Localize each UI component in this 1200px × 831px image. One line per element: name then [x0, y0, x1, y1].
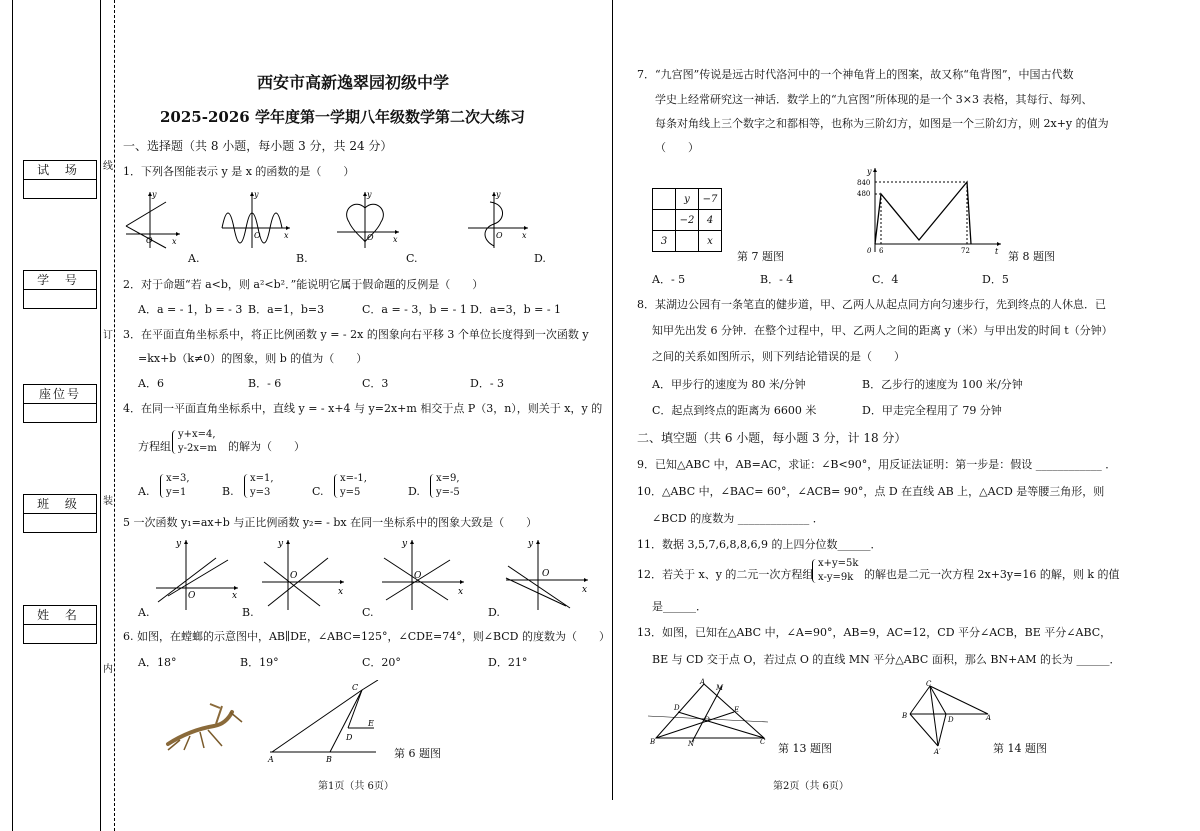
question-stem: 11．数据 3,5,7,6,8,8,6,9 的上四分位数______．	[637, 538, 882, 551]
equation-line: y=5	[340, 487, 361, 498]
q1-graph-c	[335, 188, 403, 250]
option-b[interactable]: B．a=1，b=3	[248, 303, 325, 316]
question-stem: 5 一次函数 y₁=ax+b 与正比例函数 y₂= - bx 在同一坐标系中的图象大致是（ ）	[123, 516, 538, 529]
option-label[interactable]: B.	[296, 252, 308, 265]
point-label: D	[346, 733, 353, 742]
svg-text:x: x	[172, 237, 177, 246]
option-label[interactable]: B.	[242, 606, 254, 619]
margin-mark: 线	[103, 161, 113, 172]
option-b[interactable]: B．乙步行的速度为 100 米/分钟	[862, 378, 1023, 391]
axis-origin-label: 0	[867, 247, 872, 255]
figure-caption: 第 14 题图	[993, 742, 1047, 755]
svg-text:M: M	[716, 684, 724, 692]
equation-line: x=3,	[166, 473, 190, 484]
info-field-exam-room[interactable]	[23, 160, 97, 199]
page-number: 第1页（共 6页）	[318, 781, 394, 792]
option-label[interactable]: D.	[408, 485, 420, 498]
grid-cell: 3	[653, 231, 676, 252]
option-label[interactable]: C.	[362, 606, 374, 619]
option-c[interactable]: C．4	[872, 273, 899, 286]
question-stem-cont: ∠BCD 的度数为 _____________ ．	[652, 512, 824, 525]
question-stem-cont: BE 与 CD 交于点 O，若过点 O 的直线 MN 平分△ABC 面积，那么 BN+AM 的长为 ______．	[652, 653, 1121, 666]
q1-graph-a	[122, 188, 184, 250]
option-b[interactable]: B．19°	[240, 656, 279, 669]
system-suffix: 的解为（ ）	[228, 440, 305, 453]
svg-text:y: y	[528, 539, 534, 549]
grid-cell	[653, 189, 676, 210]
point-label: E	[368, 719, 374, 728]
svg-text:O: O	[188, 591, 196, 601]
svg-text:y: y	[402, 539, 408, 549]
point-label: B	[326, 755, 332, 762]
page-number: 第2页（共 6页）	[773, 781, 849, 792]
equation-line: x=-1,	[340, 473, 367, 484]
option-label[interactable]: A.	[138, 606, 150, 619]
svg-text:A′: A′	[934, 748, 941, 756]
info-field-label: 姓 名	[24, 606, 96, 625]
svg-text:C: C	[760, 738, 766, 746]
grid-cell: x	[699, 231, 722, 252]
svg-text:D: D	[674, 704, 680, 712]
question-stem-cont: =kx+b（k≠0）的图象，则 b 的值为（ ）	[138, 352, 368, 365]
question-stem-cont: 知甲先出发 6 分钟．在整个过程中，甲、乙两人之间的距离 y（米）与甲出发的时间 t（分钟）	[652, 324, 1113, 337]
question-stem: 4．在同一平面直角坐标系中，直线 y = - x+4 与 y=2x+m 相交于点 P（3，n），则关于 x，y 的	[123, 402, 603, 415]
grid-cell	[676, 231, 699, 252]
q5-graph-b	[258, 536, 348, 612]
question-stem: 13．如图，已知在△ABC 中，∠A=90°，AB=9，AC=12，CD 平分∠ACB，BE 平分∠ABC，	[637, 626, 1112, 639]
svg-text:O: O	[414, 571, 422, 581]
info-field-seat[interactable]	[23, 384, 97, 423]
q5-graph-c	[378, 536, 468, 612]
info-field-blank[interactable]	[24, 625, 96, 643]
option-label[interactable]: A.	[188, 252, 200, 265]
option-a[interactable]: A．6	[138, 377, 164, 390]
mantis-image	[160, 700, 252, 752]
equation-line: x+y=5k	[818, 558, 859, 569]
exam-title: 2025-2026 学年度第一学期八年级数学第二次大练习	[160, 108, 525, 126]
svg-text:y: y	[152, 190, 157, 199]
grid-cell: 4	[699, 210, 722, 231]
svg-text:C: C	[926, 680, 932, 688]
question-stem: 12．若关于 x、y 的二元一次方程组	[637, 568, 814, 581]
option-b[interactable]: B．- 6	[248, 377, 282, 390]
option-a-system[interactable]	[166, 472, 190, 500]
q13-figure	[648, 678, 770, 748]
option-a[interactable]: A．a = - 1，b = - 3	[138, 303, 243, 316]
margin-mark: 内	[103, 664, 113, 675]
info-field-student-id[interactable]	[23, 270, 97, 309]
svg-text:O: O	[146, 236, 153, 245]
svg-text:N: N	[688, 740, 695, 748]
question-stem: 10．△ABC 中，∠BAC= 60°，∠ACB= 90°，点 D 在直线 AB 上，△ACD 是等腰三角形，则	[637, 485, 1105, 498]
svg-text:O: O	[254, 231, 261, 240]
system-prefix: 方程组	[138, 440, 171, 453]
grid-cell	[653, 210, 676, 231]
svg-text:O: O	[542, 569, 550, 579]
question-stem: 8．某湖边公园有一条笔直的健步道，甲、乙两人从起点同方向匀速步行，先到终点的人休息．已	[637, 298, 1106, 311]
option-d[interactable]: D．21°	[488, 656, 528, 669]
svg-text:y: y	[496, 190, 501, 199]
option-d[interactable]: D．5	[982, 273, 1009, 286]
axis-tick-label: 6	[879, 247, 884, 255]
axis-label: t	[995, 247, 999, 256]
svg-text:O: O	[367, 233, 374, 242]
equation-line: y=3	[250, 487, 271, 498]
figure-caption: 第 6 题图	[394, 747, 441, 760]
question-stem-cont: （ ）	[655, 141, 699, 154]
option-label[interactable]: C.	[406, 252, 418, 265]
equation-system	[178, 428, 217, 456]
grid-cell: −2	[676, 210, 699, 231]
question-stem: 1．下列各图能表示 y 是 x 的函数的是（ ）	[123, 165, 355, 178]
svg-text:x: x	[393, 235, 398, 244]
question-stem-cont: 学史上经常研究这一神话．数学上的“九宫图”所体现的是一个 3×3 表格，其每行、每列、	[655, 93, 1093, 106]
section-heading: 一、选择题（共 8 小题，每小题 3 分，共 24 分）	[123, 139, 393, 153]
info-field-blank[interactable]	[24, 290, 96, 308]
question-stem: 9．已知△ABC 中，AB=AC，求证：∠B<90°，用反证法证明：第一步是：假设 ____________ ．	[637, 458, 1117, 471]
point-label: A	[268, 755, 274, 762]
equation-line: y-2x=m	[178, 443, 217, 454]
info-field-label: 班 级	[24, 495, 96, 514]
svg-text:x: x	[284, 231, 289, 240]
q14-figure	[898, 680, 996, 756]
option-c[interactable]: C．3	[362, 377, 389, 390]
equation-line: x=1,	[250, 473, 274, 484]
margin-mark: 订	[103, 330, 113, 341]
svg-text:O: O	[496, 231, 503, 240]
question-stem: 6. 如图，在螳螂的示意图中，AB∥DE，∠ABC=125°，∠CDE=74°，则∠BCD 的度数为（ ）	[123, 630, 610, 643]
margin-line-right	[100, 0, 101, 831]
option-a[interactable]: A．- 5	[652, 273, 686, 286]
svg-text:x: x	[458, 587, 464, 597]
info-field-blank[interactable]	[24, 514, 96, 532]
question-stem: 7．“九宫图”传说是远古时代洛河中的一个神龟背上的图案，故又称“龟背图”，中国古代数	[637, 68, 1074, 81]
option-label[interactable]: A.	[138, 485, 150, 498]
figure-caption: 第 7 题图	[737, 250, 784, 263]
svg-text:B: B	[650, 738, 656, 746]
option-a[interactable]: A．18°	[138, 656, 177, 669]
question-stem-cont: 每条对角线上三个数字之和都相等，也称为三阶幻方，如图是一个三阶幻方，则 2x+y 的值为	[655, 117, 1109, 130]
svg-text:y: y	[176, 539, 182, 549]
q6-figure	[266, 680, 386, 762]
q5-graph-a	[152, 536, 242, 612]
svg-text:E: E	[734, 706, 740, 714]
svg-text:B: B	[902, 712, 908, 720]
option-c[interactable]: C．a = - 3，b = - 1	[362, 303, 467, 316]
equation-line: y=-5	[436, 487, 460, 498]
option-label[interactable]: D.	[534, 252, 546, 265]
info-field-blank[interactable]	[24, 180, 96, 198]
figure-caption: 第 13 题图	[778, 742, 832, 755]
option-d-system[interactable]	[436, 472, 460, 500]
info-field-name[interactable]	[23, 605, 97, 644]
svg-text:D: D	[948, 716, 954, 724]
info-field-class[interactable]	[23, 494, 97, 533]
option-b-system[interactable]	[250, 472, 274, 500]
question-stem-cont: 的解也是二元一次方程 2x+3y=16 的解，则 k 的值	[864, 568, 1120, 581]
option-label[interactable]: D.	[488, 606, 500, 619]
option-label[interactable]: B.	[222, 485, 234, 498]
option-a[interactable]: A．甲步行的速度为 80 米/分钟	[652, 378, 806, 391]
margin-line-left	[12, 0, 13, 831]
svg-text:x: x	[522, 231, 527, 240]
q8-graph	[855, 164, 1005, 256]
equation-line: y=1	[166, 487, 187, 498]
q5-graph-d	[502, 536, 592, 612]
svg-text:y: y	[367, 190, 372, 199]
magic-square	[652, 188, 722, 252]
q1-graph-b	[220, 188, 294, 250]
equation-line: y+x=4,	[178, 429, 216, 440]
equation-system	[818, 557, 858, 585]
point-label: C	[352, 683, 359, 692]
svg-text:x: x	[582, 585, 588, 595]
option-b[interactable]: B．- 4	[760, 273, 794, 286]
option-c-system[interactable]	[340, 472, 367, 500]
grid-cell: −7	[699, 189, 722, 210]
question-stem: 3．在平面直角坐标系中，将正比例函数 y = - 2x 的图象向右平移 3 个单位长度得到一次函数 y	[123, 328, 589, 341]
figure-caption: 第 8 题图	[1008, 250, 1055, 263]
q1-graph-d	[466, 188, 532, 250]
axis-tick-label: 480	[857, 190, 871, 198]
option-c[interactable]: C．起点到终点的距离为 6600 米	[652, 404, 817, 417]
equation-line: x-y=9k	[818, 572, 854, 583]
option-d[interactable]: D．a=3，b = - 1	[470, 303, 562, 316]
section-heading: 二、填空题（共 6 小题，每小题 3 分，计 18 分）	[637, 431, 907, 445]
svg-text:O: O	[704, 716, 710, 724]
svg-text:x: x	[232, 591, 238, 601]
info-field-label: 座位号	[24, 385, 96, 404]
option-d[interactable]: D．- 3	[470, 377, 505, 390]
info-field-blank[interactable]	[24, 404, 96, 422]
info-field-label: 试 场	[24, 161, 96, 180]
option-label[interactable]: C.	[312, 485, 324, 498]
question-stem-cont: 是______．	[652, 600, 707, 613]
svg-text:A: A	[986, 714, 992, 722]
axis-label: y	[867, 167, 872, 176]
grid-cell: y	[676, 189, 699, 210]
axis-tick-label: 840	[857, 179, 871, 187]
info-field-label: 学 号	[24, 271, 96, 290]
equation-line: x=9,	[436, 473, 460, 484]
binding-dashed-line	[114, 0, 115, 831]
svg-text:x: x	[338, 587, 344, 597]
margin-mark: 装	[103, 496, 113, 507]
svg-text:y: y	[278, 539, 284, 549]
svg-text:y: y	[254, 190, 259, 199]
svg-text:A: A	[700, 678, 706, 686]
option-d[interactable]: D．甲走完全程用了 79 分钟	[862, 404, 1002, 417]
question-stem-cont: 之间的关系如图所示，则下列结论错误的是（ ）	[652, 350, 905, 363]
page-divider	[612, 0, 613, 800]
axis-tick-label: 72	[961, 247, 970, 255]
option-c[interactable]: C．20°	[362, 656, 401, 669]
school-title: 西安市高新逸翠园初级中学	[257, 73, 450, 92]
svg-text:O: O	[290, 571, 298, 581]
question-stem: 2．对于命题“若 a<b，则 a²<b²．”能说明它属于假命题的反例是（ ）	[123, 278, 484, 291]
